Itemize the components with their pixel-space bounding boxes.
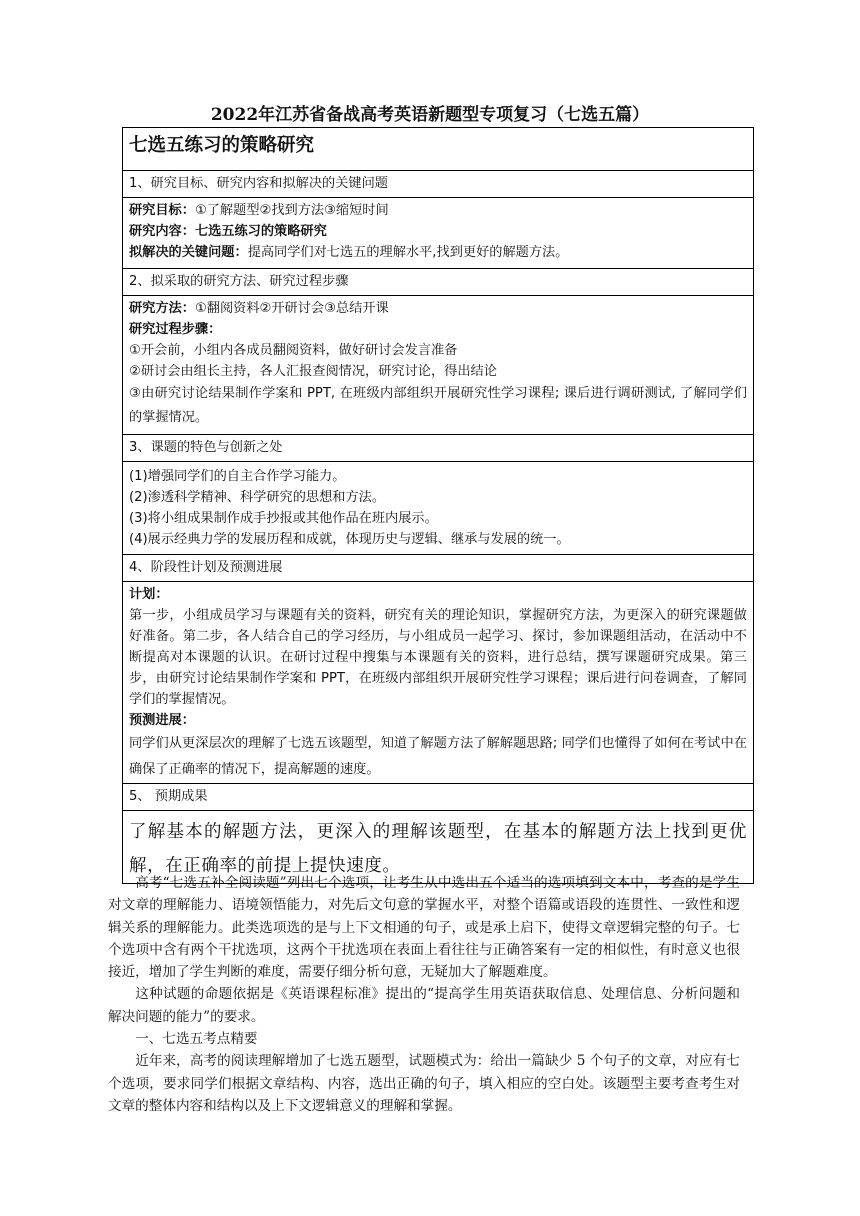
article-body	[108, 872, 740, 1117]
document-title: 2022年江苏省备战高考英语新题型专项复习（七选五篇）	[210, 105, 650, 125]
research-goal-line	[129, 200, 747, 221]
form-title-cell	[123, 128, 754, 171]
research-method-value: ①翻阅资料②开研讨会③总结开课	[194, 301, 389, 316]
body-paragraph-1: 高考“七选五补全阅读题”列出七个选项，让考生从中选出五个适当的选项填到文本中，考查的是学生对文章的理解能力、语境领悟能力，对先后文句意的掌握水平，对整个语篇或语段的连贯性、一致性和逻辑关系的理解能力。此类选项选的是与上下文相通的句子，或是承上启下，使得文章逻辑完整的句子。七个选项中含有两个干扰选项，这两个干扰选项在表面上看往往与正确答案有一定的相似性，有时意义也很接近，增加了学生判断的难度，需要仔细分析句意，无疑加大了解题难度。	[108, 875, 740, 981]
feature-item-1: (1)增强同学们的自主合作学习能力。	[129, 469, 346, 484]
research-content-value: 七选五练习的策略研究	[194, 224, 327, 239]
section-4-heading: 4、阶段性计划及预测进展	[129, 560, 283, 575]
process-steps-label: 研究过程步骤：	[129, 322, 222, 337]
progress-text: 同学们从更深层次的理解了七选五该题型，知道了解题方法了解解题思路; 同学们也懂得了如何在考试中在确保了正确率的情况下，提高解题的速度。	[129, 736, 747, 777]
feature-item-2: (2)渗透科学精神、科学研究的思想和方法。	[129, 490, 386, 505]
key-problem-label: 拟解决的关键问题：	[129, 245, 248, 260]
progress-label: 预测进展：	[129, 713, 195, 728]
section-5-header	[123, 784, 754, 811]
body-paragraph-2: 这种试题的命题依据是《英语课程标准》提出的“提高学生用英语获取信息、处理信息、分析问题和解决问题的能力”的要求。	[108, 986, 740, 1025]
research-content-label: 研究内容：	[129, 224, 195, 239]
key-problem-line	[129, 242, 747, 263]
research-content-line	[129, 221, 747, 242]
research-method-label: 研究方法：	[129, 301, 195, 316]
section-3-body	[123, 462, 754, 555]
form-title: 七选五练习的策略研究	[129, 135, 315, 156]
section-2-header	[123, 269, 754, 296]
plan-label: 计划：	[129, 587, 169, 602]
process-step-1: ①开会前，小组内各成员翻阅资料，做好研讨会发言准备	[129, 343, 458, 358]
research-form-table	[122, 127, 754, 884]
section-4-body	[123, 582, 754, 784]
body-paragraph-3: 近年来，高考的阅读理解增加了七选五题型，试题模式为：给出一篇缺少 5 个句子的文章，对应有七个选项，要求同学们根据文章结构、内容，选出正确的句子，填入相应的空白处。该题型主要考查考生对文章的整体内容和结构以及上下文逻辑意义的理解和掌握。	[108, 1053, 740, 1114]
research-goal-value: ①了解题型②找到方法③缩短时间	[194, 203, 389, 218]
feature-item-4: (4)展示经典力学的发展历程和成就，体现历史与逻辑、继承与发展的统一。	[129, 532, 570, 547]
section-heading-one: 一、七选五考点精要	[135, 1031, 258, 1048]
key-problem-value: 提高同学们对七选五的理解水平,找到更好的解题方法。	[247, 245, 569, 260]
section-3-heading: 3、课题的特色与创新之处	[129, 440, 283, 455]
expected-result-text: 了解基本的解题方法，更深入的理解该题型，在基本的解题方法上找到更优解，在正确率的前提上提快速度。	[129, 822, 747, 876]
plan-text: 第一步，小组成员学习与课题有关的资料，研究有关的理论知识，掌握研究方法，为更深入的研究课题做好准备。第二步，各人结合自己的学习经历，与小组成员一起学习、探讨，参加课题组活动，在活动中不断提高对本课题的认识。在研讨过程中搜集与本课题有关的资料，进行总结，撰写课题研究成果。第三步，由研究讨论结果制作学案和 PPT，在班级内部组织开展研究性学习课程；课后进行问卷调查，了解同学们的掌握情况。	[129, 608, 747, 707]
section-1-header	[123, 171, 754, 198]
section-1-heading: 1、研究目标、研究内容和拟解决的关键问题	[129, 176, 388, 191]
process-step-2: ②研讨会由组长主持，各人汇报查阅情况，研究讨论，得出结论	[129, 364, 497, 379]
section-4-header	[123, 555, 754, 582]
section-3-header	[123, 435, 754, 462]
section-1-body	[123, 198, 754, 269]
research-goal-label: 研究目标：	[129, 203, 195, 218]
section-5-heading: 5、 预期成果	[129, 789, 208, 804]
section-2-heading: 2、拟采取的研究方法、研究过程步骤	[129, 274, 349, 289]
feature-item-3: (3)将小组成果制作成手抄报或其他作品在班内展示。	[129, 511, 438, 526]
section-2-body	[123, 296, 754, 435]
research-method-line	[129, 298, 747, 319]
process-step-3: ③由研究讨论结果制作学案和 PPT, 在班级内部组织开展研究性学习课程; 课后进行调研测试, 了解同学们的掌握情况。	[129, 386, 747, 425]
